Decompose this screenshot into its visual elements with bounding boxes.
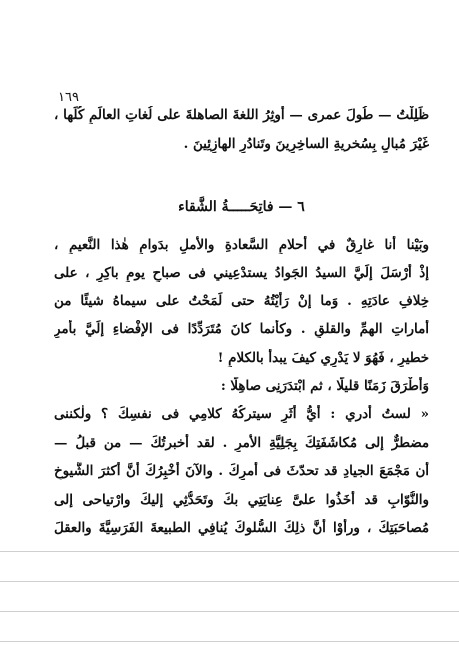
paragraph2-line-3: خِلافِ عادَتِهِ . وَما إنْ رَأَيْتُهُ حتى لَمَحْتُ على سيماهُ شيئًا من bbox=[54, 293, 429, 309]
section-heading: ٦ — فاتِحَـــــةُ الشَّقاء bbox=[178, 199, 305, 215]
paragraph2-line-2: إذْ أرْسَلَ إلَيَّ السيدُ الجَوادُ يستدْعِيني فى صباحِ يومٍ باكِرٍ ، على bbox=[54, 265, 429, 281]
paragraph4-line-2: مضطرٌّ إلى مُكاشَفَتِكَ بِجَلِيَّةِ الأمرِ . لقد أخبرتُكَ — من قبلُ — bbox=[54, 435, 429, 451]
divider-line bbox=[0, 641, 459, 642]
divider-line bbox=[0, 551, 459, 552]
paragraph4-line-4: والنُّوّابِ قد أخَذُوا علىَّ عِنايَتِي بكَ وتَحَدُّثِي إليكَ وارْتياحى إلى bbox=[54, 492, 429, 508]
paragraph4-line-5: مُصاحَبَتِكَ ، ورأَوْا أنَّ ذلِكَ السُّلوكَ يُنافِي الطبيعةَ الفَرَسِيَّةَ والعقلَ bbox=[54, 520, 429, 536]
paragraph2-line-5: خطيرٍ ، فَهُوَ لا يَدْرِي كيفَ يبدأُ بالكلامِ ! bbox=[217, 350, 429, 366]
paragraph1-line-2: غَيْرَ مُبالٍ بِسُخريةِ الساخِرِينَ وتَنادُرِ الهازِئِينَ . bbox=[183, 136, 429, 152]
paragraph4-line-3: أن مَجْمَعَ الجيادِ قد تحدّثَ فى أمرِكَ . والآنَ أُخْبِرُكَ أنَّ أكثرَ الشُّيوخِ bbox=[54, 463, 429, 479]
divider-line bbox=[0, 581, 459, 582]
page-number: ١٦٩ bbox=[58, 90, 79, 105]
paragraph2-line-4: أماراتِ الهمِّ والقلقِ . وكأنما كانَ مُتَرَدِّدًا فى الإفْضاءِ إلَيَّ بأمرٍ bbox=[54, 321, 429, 337]
paragraph3-line-1: وَأطْرَقَ زَمَنًا قليلًا ، ثم ابْتدَرَنِى صاهِلًا : bbox=[220, 378, 429, 394]
paragraph4-line-1: « لستُ أَدري : أيُّ أثَرٍ سيتركُهُ كلامِي فى نفسِكَ ؟ ولٰكننى bbox=[54, 406, 429, 422]
divider-line bbox=[0, 611, 459, 612]
paragraph2-line-1: وبَيْنا أنا غارِقٌ في أحلامِ السَّعادةِ والأملِ بدَوامِ هٰذا النَّعيمِ ، bbox=[54, 237, 429, 253]
paragraph1-line-1: ظَلِلْتُ — طُولَ عمرى — أوثِرُ اللغةَ الصاهلةَ على لُغاتِ العالَمِ كُلِّها ، bbox=[54, 107, 429, 123]
